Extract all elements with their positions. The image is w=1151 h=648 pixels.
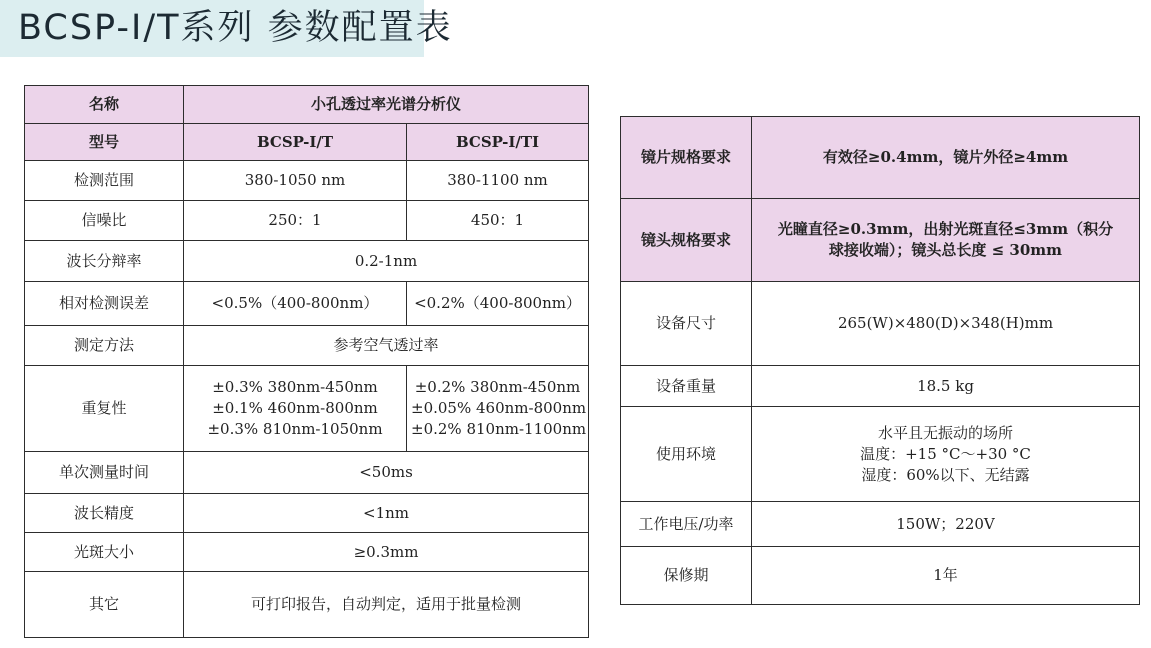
cell-line: 湿度：60%以下、无结露 bbox=[861, 465, 1030, 484]
cell-value-multiline bbox=[752, 199, 1140, 282]
table-row bbox=[621, 117, 1140, 199]
row-label: 设备重量 bbox=[621, 366, 752, 407]
table-row bbox=[621, 199, 1140, 282]
row-label: 光斑大小 bbox=[25, 533, 184, 572]
table-row bbox=[621, 502, 1140, 547]
table-row bbox=[25, 86, 589, 124]
table-row bbox=[25, 282, 589, 326]
row-label: 检测范围 bbox=[25, 161, 184, 201]
table-row bbox=[25, 533, 589, 572]
table-row bbox=[25, 494, 589, 533]
row-label: 使用环境 bbox=[621, 407, 752, 502]
cell-value: 1年 bbox=[752, 547, 1140, 605]
cell-line: 光瞳直径≥0.3mm，出射光斑直径≤3mm（积分 bbox=[777, 220, 1114, 238]
cell-value: 18.5 kg bbox=[752, 366, 1140, 407]
model-1: BCSP-I/T bbox=[184, 124, 407, 161]
cell-value: 参考空气透过率 bbox=[184, 326, 589, 366]
row-label: 镜片规格要求 bbox=[621, 117, 752, 199]
spec-table-right bbox=[620, 116, 1140, 605]
cell-line: 温度：+15 °C～+30 °C bbox=[860, 444, 1031, 463]
cell-value: 150W；220V bbox=[752, 502, 1140, 547]
model-label: 型号 bbox=[25, 124, 184, 161]
product-name: 小孔透过率光谱分析仪 bbox=[184, 86, 589, 124]
cell-line: ±0.3% 380nm-450nm bbox=[212, 378, 378, 396]
cell-value: <0.2%（400-800nm） bbox=[407, 282, 589, 326]
row-label: 单次测量时间 bbox=[25, 452, 184, 494]
table-row bbox=[25, 201, 589, 241]
table-row bbox=[621, 366, 1140, 407]
cell-value: 可打印报告，自动判定，适用于批量检测 bbox=[184, 572, 589, 638]
cell-value: <50ms bbox=[184, 452, 589, 494]
row-label: 波长精度 bbox=[25, 494, 184, 533]
table-row bbox=[621, 547, 1140, 605]
cell-value: 380-1050 nm bbox=[184, 161, 407, 201]
cell-line: 水平且无振动的场所 bbox=[877, 423, 1013, 442]
cell-line: ±0.2% 380nm-450nm bbox=[414, 378, 581, 396]
cell-value-multiline bbox=[184, 366, 407, 452]
row-label: 信噪比 bbox=[25, 201, 184, 241]
table-row bbox=[25, 366, 589, 452]
table-row bbox=[25, 326, 589, 366]
cell-line: ±0.3% 810nm-1050nm bbox=[207, 420, 383, 438]
cell-value: <1nm bbox=[184, 494, 589, 533]
table-row bbox=[621, 407, 1140, 502]
cell-value: 250：1 bbox=[184, 201, 407, 241]
cell-value-multiline bbox=[407, 366, 589, 452]
model-2: BCSP-I/TI bbox=[407, 124, 589, 161]
row-label: 保修期 bbox=[621, 547, 752, 605]
cell-value: <0.5%（400-800nm） bbox=[184, 282, 407, 326]
cell-value-multiline bbox=[752, 407, 1140, 502]
cell-line: ±0.2% 810nm-1100nm bbox=[411, 420, 587, 438]
row-label: 测定方法 bbox=[25, 326, 184, 366]
row-label: 其它 bbox=[25, 572, 184, 638]
cell-value: ≥0.3mm bbox=[184, 533, 589, 572]
cell-value: 0.2-1nm bbox=[184, 241, 589, 282]
cell-line: ±0.05% 460nm-800nm bbox=[411, 399, 587, 417]
page-title: BCSP-I/T系列 参数配置表 bbox=[18, 8, 453, 48]
row-label: 相对检测误差 bbox=[25, 282, 184, 326]
table-row bbox=[25, 572, 589, 638]
table-row bbox=[621, 282, 1140, 366]
table-row bbox=[25, 124, 589, 161]
row-label: 重复性 bbox=[25, 366, 184, 452]
table-row bbox=[25, 241, 589, 282]
cell-value: 有效径≥0.4mm，镜片外径≥4mm bbox=[752, 117, 1140, 199]
cell-value: 265(W)×480(D)×348(H)mm bbox=[752, 282, 1140, 366]
table-row bbox=[25, 452, 589, 494]
table-row bbox=[25, 161, 589, 201]
cell-value: 380-1100 nm bbox=[407, 161, 589, 201]
row-label: 工作电压/功率 bbox=[621, 502, 752, 547]
row-label: 波长分辩率 bbox=[25, 241, 184, 282]
spec-table-left bbox=[24, 85, 589, 638]
cell-value: 450：1 bbox=[407, 201, 589, 241]
row-label: 镜头规格要求 bbox=[621, 199, 752, 282]
cell-line: ±0.1% 460nm-800nm bbox=[212, 399, 378, 417]
row-label: 设备尺寸 bbox=[621, 282, 752, 366]
header-name-label: 名称 bbox=[25, 86, 184, 124]
cell-line: 球接收端）；镜头总长度 ≤ 30mm bbox=[828, 241, 1063, 259]
